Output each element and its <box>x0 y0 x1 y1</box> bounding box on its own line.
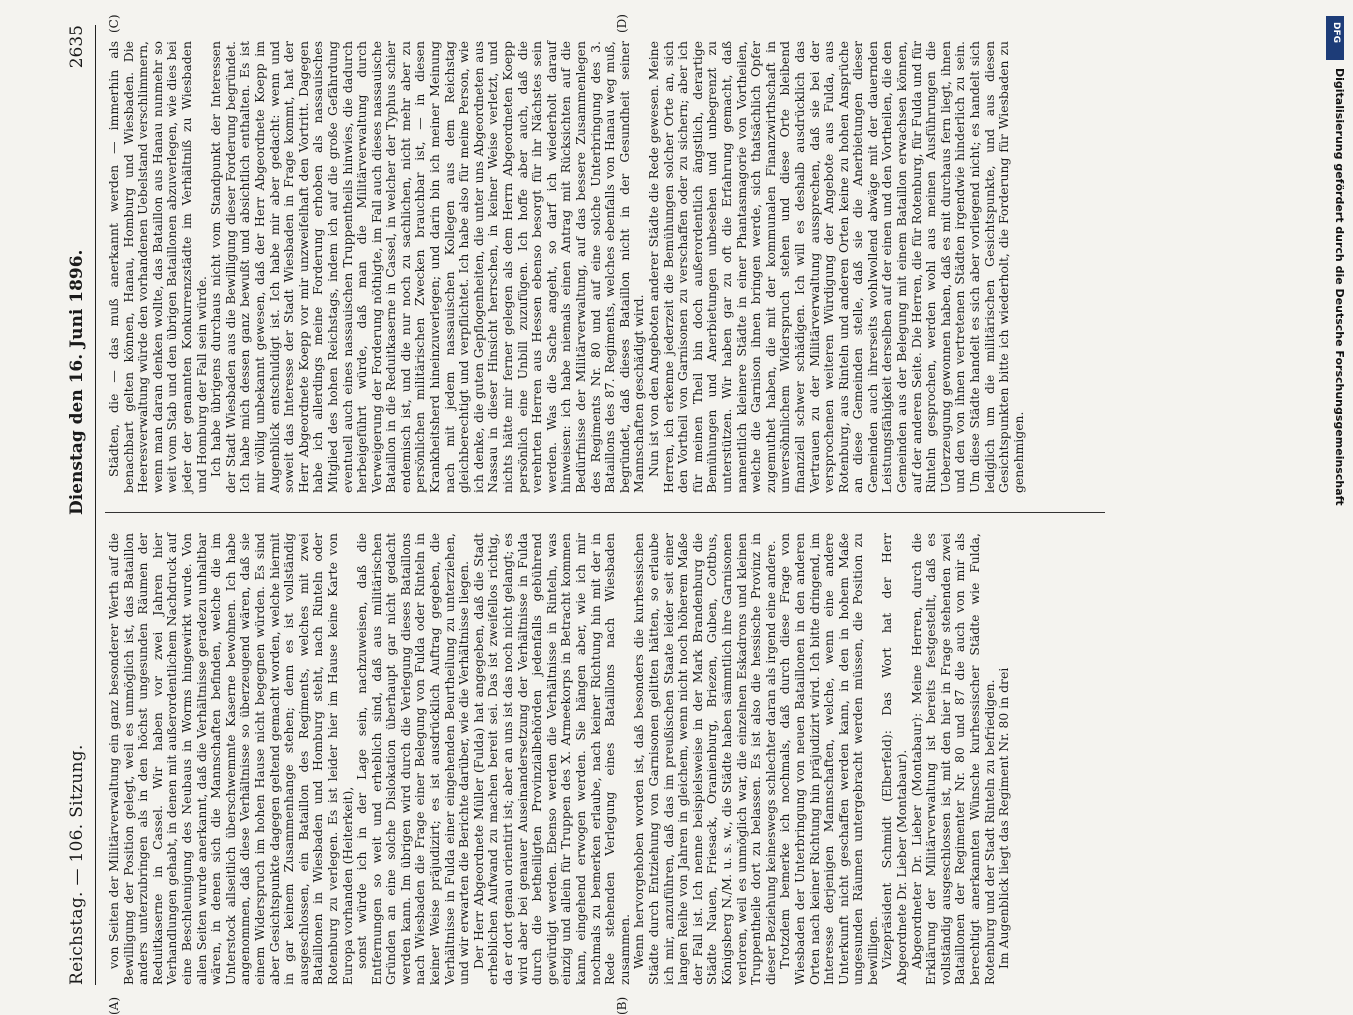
rotated-page <box>55 14 1235 1015</box>
margin-marker-d: (D) <box>615 14 629 33</box>
paragraph: Städten, die — das muß anerkannt werden — immerhin als benachbart gelten können, Hanau, Homburg und Wiesbaden. Die Heeresverwaltung würde den vorhandenen Uebelstand verschlimmern, wenn man daran denken wollte, das Bataillon aus Hanau nunmehr so weit vom Stab und den übrigen Bataillonen abzuverlegen, wie dies bei jeder der genannten Konkurrenzstädte im Verhältniß zu Wiesbaden und Homburg der Fall sein würde. <box>106 41 209 493</box>
paragraph: Abgeordneter Dr. Lieber (Montabaur): Meine Herren, durch die Erklärung der Militärverwaltung ist bereits festgestellt, daß es vollständig ausgeschlossen ist, mit den hier in Frage stehenden zwei Bataillonen der Regimenter Nr. 80 und 87 die auch von mir als berechtigt anerkannten Wünsche kurhessischer Städte wie Fulda, Rotenburg und der Stadt Rinteln zu befriedigen. <box>908 533 997 985</box>
paragraph: Nun ist von den Angeboten anderer Städte die Rede gewesen. Meine Herren, ich erkenne jederzeit die Bemühungen solcher Orte an, sich den Vortheil von Garnisonen zu verschaffen oder zu sichern; aber ich für meinen Theil bin doch außerordentlich ängstlich, derartige Bemühungen und Anerbietungen unbesehen und unbegrenzt zu unterstützen. Wir haben gar zu oft die Erfahrung gemacht, daß namentlich kleinere Städte in einer Phantasmagorie von Vortheilen, welche die Garnison ihnen bringen werde, sich thatsächlich Opfer zugemuthet haben, die mit der kommunalen Finanzwirthschaft in unversöhnlichem Widerspruch stehen und diese Orte bleibend finanziell schwer schädigen. Ich will es deshalb ausdrücklich das Vertrauen zu der Militärverwaltung aussprechen, daß sie bei der versprochenen weiteren Würdigung der Angebote aus Fulda, aus Rotenburg, aus Rinteln und anderen Orten keine zu hohen Ansprüche an diese Gemeinden stelle, daß sie die Anerbietungen dieser Gemeinden auch ihrerseits wohlwollend abwäge mit der dauernden Leistungsfähigkeit derselben auf der einen und den Vortheilen, die den Gemeinden aus der Belegung mit einem Bataillon erwachsen können, auf der anderen Seite. Die Herren, die für Rotenburg, für Fulda und für Rinteln gesprochen, werden wohl aus meinen Ausführungen die Ueberzeugung gewonnen haben, daß es mit durchaus fern liegt, ihnen und den von ihnen vertretenen Städten irgendwie hinderlich zu sein. Um diese Städte handelt es sich aber vorliegend nicht; es handelt sich lediglich um die militärischen Gesichtspunkte, und aus diesen Gesichtspunkten bitte ich wiederholt, die Forderung für Wiesbaden zu genehmigen. <box>645 40 1026 493</box>
paragraph: Vizepräsident Schmidt (Elberfeld): Das Wort hat der Herr Abgeordnete Dr. Lieber (Montabaur). <box>879 533 910 985</box>
credit-text: Digitalisierung gefördert durch die Deutsche Forschungsgemeinschaft <box>1333 68 1346 506</box>
dfg-logo: DFG <box>1326 16 1344 60</box>
left-column <box>107 533 1012 985</box>
right-column <box>107 41 1026 493</box>
paragraph: Ich habe übrigens durchaus nicht vom Standpunkt der Interessen der Stadt Wiesbaden aus die Bewilligung dieser Forderung begründet. Ich habe mich dessen ganz bewußt und absichtlich enthalten. Es ist mir völlig unbekannt gewesen, daß der Herr Abgeordnete Koepp im Augenblick entschuldigt ist. Ich habe mir aber gedacht: wenn und soweit das Interesse der Stadt Wiesbaden in Frage kommt, hat der Herr Abgeordnete Koepp vor mir unzweifelhaft den Vortritt. Dagegen habe ich allerdings meine Forderung erhoben als nassauisches Mitglied des hohen Reichstags, indem ich auf die große Gefährdung eventuell auch eines nassauischen Truppentheils hinwies, die dadurch herbeigeführt würde, daß man die Militärverwaltung durch Verweigerung der Forderung nöthigte, im Fall auch dieses nassauische Bataillon in die Reduitkaserne in Cassel, in welcher der Typhus schier endemisch ist, und die nur noch zu sachlichen, nicht mehr aber zu persönlichen militärischen Zwecken brauchbar ist, — in diesen Krankheitsherd hineinzuverlegen; und darin bin ich meiner Meinung nach mit jedem nassauischen Kollegen aus dem Reichstag gleichberechtigt und verpflichtet. Ich habe also für meine Person, wie ich denke, die guten Gepflogenheiten, die unter uns Abgeordneten aus Nassau in dieser Hinsicht herrschen, in keiner Weise verletzt, und nichts hätte mir ferner gelegen als dem Herrn Abgeordneten Koepp persönlich eine Unbill zuzufügen. Ich hoffe aber auch, daß die verehrten Herren aus Hessen ebenso besorgt für ihr Nächstes sein werden. Was die Sache angeht, so darf ich wiederholt darauf hinweisen: ich habe niemals einen Antrag mit Rücksichten auf die Bedürfnisse der Militärverwaltung, auf das bessere Zusammenlegen des Regiments Nr. 80 und auf eine solche Unterbringung des 3. Bataillons des 87. Regiments, welches ebenfalls von Hanau weg muß, begründet, daß dieses Bataillon nicht in der Gesundheit seiner Mannschaften geschädigt wird. <box>208 41 647 493</box>
header-date: Dienstag den 16. Juni 1896. <box>67 249 87 515</box>
paragraph: Im Augenblick liegt das Regiment Nr. 80 in drei <box>996 667 1012 969</box>
paragraph: Wenn hervorgehoben worden ist, daß besonders die kurhessischen Städte durch Entziehung von Garnisonen gelitten hätten, so erlaube ich mir, anzuführen, daß das im preußischen Staate leider seit einer langen Reihe von Jahren in gleichem, wenn nicht noch höherem Maße der Fall ist. Ich nenne beispielsweise in der Mark Brandenburg die Städte Nauen, Friesack, Oranienburg, Briezen, Guben, Cottbus, Königsberg N./M. u. s. w., die Städte haben sämmtlich ihre Garnisonen verloren, weil es unmöglich war, die einzelnen Eskadrons und kleinen Truppentheile dort zu belassen. Es ist also die hessische Provinz in dieser Beziehung keineswegs schlechter daran als irgend eine andere. <box>631 533 778 985</box>
column-divider <box>105 512 1105 513</box>
margin-marker-b: (B) <box>615 996 629 1015</box>
margin-marker-a: (A) <box>107 996 121 1015</box>
paragraph: von Seiten der Militärverwaltung ein ganz besonderer Werth auf die Bewilligung der Position gelegt, weil es unmöglich ist, das Bataillon anders unterzubringen als in den höchst ungesunden Räumen der Reduitkaserne in Cassel. Wir haben vor zwei Jahren hier Verhandlungen gehabt, in denen mit außerordentlichem Nachdruck auf eine Beschleunigung des Neubaus in Worms hingewirkt wurde. Von allen Seiten wurde anerkannt, daß die Verhältnisse geradezu unhaltbar wären, in denen sich die Mannschaften befinden, welche die im Unterstock allseitlich überschwemmte Kaserne bewohnen. Ich habe angenommen, daß diese Verhältnisse so überzeugend wären, daß sie einem Widerspruch im hohen Hause nicht begegnen würden. Es sind aber Gesichtspunkte dagegen geltend gemacht worden, welche hiermit in gar keinem Zusammenhange stehen; denn es ist vollständig ausgeschlossen, ein Bataillon des Regiments, welches mit zwei Bataillonen in Wiesbaden und Homburg steht, nach Rinteln oder Rotenburg zu verlegen. Es ist leider hier im Hause keine Karte von Europa vorhanden (Heiterkeit), <box>106 533 355 985</box>
margin-marker-c: (C) <box>107 14 121 33</box>
running-header <box>55 25 96 985</box>
header-session: Reichstag. — 106. Sitzung. <box>67 744 87 985</box>
header-page-number: 2635 <box>67 25 87 69</box>
paragraph: Trotzdem bemerke ich nochmals, daß durch diese Frage von Wiesbaden der Unterbringung von neuen Bataillonen in den anderen Orten nach keiner Richtung hin präjudizirt wird. Ich bitte dringend, im Interesse derjenigen Mannschaften, welche, wenn eine andere Unterkunft nicht geschaffen werden kann, in den in hohem Maße ungesunden Räumen untergebracht werden müssen, die Position zu bewilligen. <box>777 533 880 985</box>
paragraph: sonst würde ich in der Lage sein, nachzuweisen, daß die Entfernungen so weit und erheblich sind, daß aus militärischen Gründen an eine solche Dislokation überhaupt gar nicht gedacht werden kann. Im übrigen wird durch die Verlegung dieses Bataillons nach Wiesbaden die Frage einer Belegung von Fulda oder Rinteln in keiner Weise präjudizirt; es ist ausdrücklich Auftrag gegeben, die Verhältnisse in Fulda einer eingehenden Beurtheilung zu unterziehen, und wir erwarten die Berichte darüber, wie die Verhältnisse liegen. <box>354 533 472 985</box>
paragraph: Der Herr Abgeordnete Müller (Fulda) hat angegeben, daß die Stadt erheblichen Aufwand zu machen bereit sei. Das ist zweifellos richtig, da er dort genau orientirt ist; aber an uns ist das noch nicht gelangt; es wird aber bei genauer Auseinandersetzung der Verhältnisse in Fulda durch die betheiligten Provinzialbehörden jedenfalls gebührend gewürdigt werden. Ebenso werden die Verhältnisse in Rinteln, was einzig und allein für Truppen des X. Armeekorps in Betracht kommen kann, eingehend erwogen werden. Sie hängen aber, wie ich mir nochmals zu bemerken erlaube, nach keiner Richtung hin mit der in Rede stehenden Verlegung eines Bataillons nach Wiesbaden zusammen. <box>470 533 632 985</box>
digitization-credit <box>1322 8 1352 998</box>
